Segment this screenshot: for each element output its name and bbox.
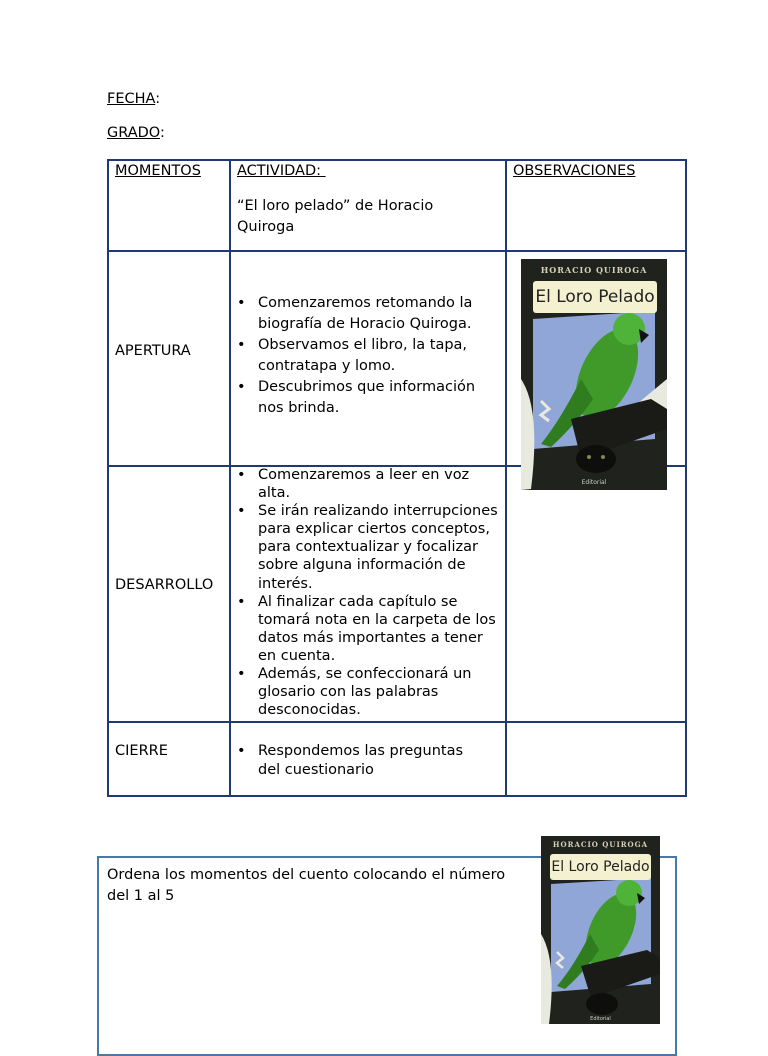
header-actividad-cell (237, 162, 492, 238)
grado-label: GRADO (107, 125, 160, 141)
cover-title: El Loro Pelado (533, 281, 657, 313)
row-divider (109, 250, 685, 252)
grado-field (107, 125, 165, 141)
moment-desarrollo: DESARROLLO (115, 577, 214, 593)
cover-publisher: Editorial (590, 1016, 611, 1022)
cover-publisher: Editorial (581, 479, 607, 486)
header-actividad: ACTIVIDAD: (237, 163, 326, 179)
apertura-list (237, 293, 495, 419)
list-item: • Además, se confeccionará un glosario con las palabras desconocidas. (237, 665, 499, 719)
grado-colon: : (159, 125, 165, 141)
fecha-label: FECHA (107, 91, 156, 107)
book-cover-image (521, 259, 667, 490)
book-cover-image-small (541, 836, 660, 1024)
cover-author: HORACIO QUIROGA (552, 840, 649, 849)
activity-title: “El loro pelado” de Horacio Quiroga (237, 198, 434, 235)
column-divider (505, 161, 507, 795)
list-item: • Al finalizar cada capítulo se tomará nota en la carpeta de los datos más importantes a tener en cuenta. (237, 593, 499, 665)
list-item: • Descubrimos que información nos brinda. (237, 377, 495, 419)
list-item: • Comenzaremos retomando la biografía de Horacio Quiroga. (237, 293, 495, 335)
list-item: • Comenzaremos a leer en voz alta. (237, 466, 499, 502)
fecha-field (107, 91, 160, 107)
cover-author: HORACIO QUIROGA (540, 265, 648, 275)
fecha-colon: : (155, 91, 161, 107)
list-item: • Observamos el libro, la tapa, contratapa y lomo. (237, 335, 495, 377)
moment-apertura: APERTURA (115, 343, 191, 359)
list-item: • Respondemos las preguntas del cuestionario (237, 742, 487, 780)
cover-title: El Loro Pelado (550, 854, 651, 880)
list-item: • Se irán realizando interrupciones para explicar ciertos conceptos, para contextualizar y focalizar sobre alguna información de interés. (237, 502, 499, 592)
column-divider (229, 161, 231, 795)
header-observaciones: OBSERVACIONES (513, 163, 636, 179)
cierre-list (237, 742, 487, 780)
desarrollo-list (237, 466, 499, 719)
header-momentos: MOMENTOS (115, 163, 201, 179)
row-divider (109, 721, 685, 723)
exercise-instruction: Ordena los momentos del cuento colocando el número del 1 al 5 (107, 867, 506, 904)
moment-cierre: CIERRE (115, 743, 168, 759)
